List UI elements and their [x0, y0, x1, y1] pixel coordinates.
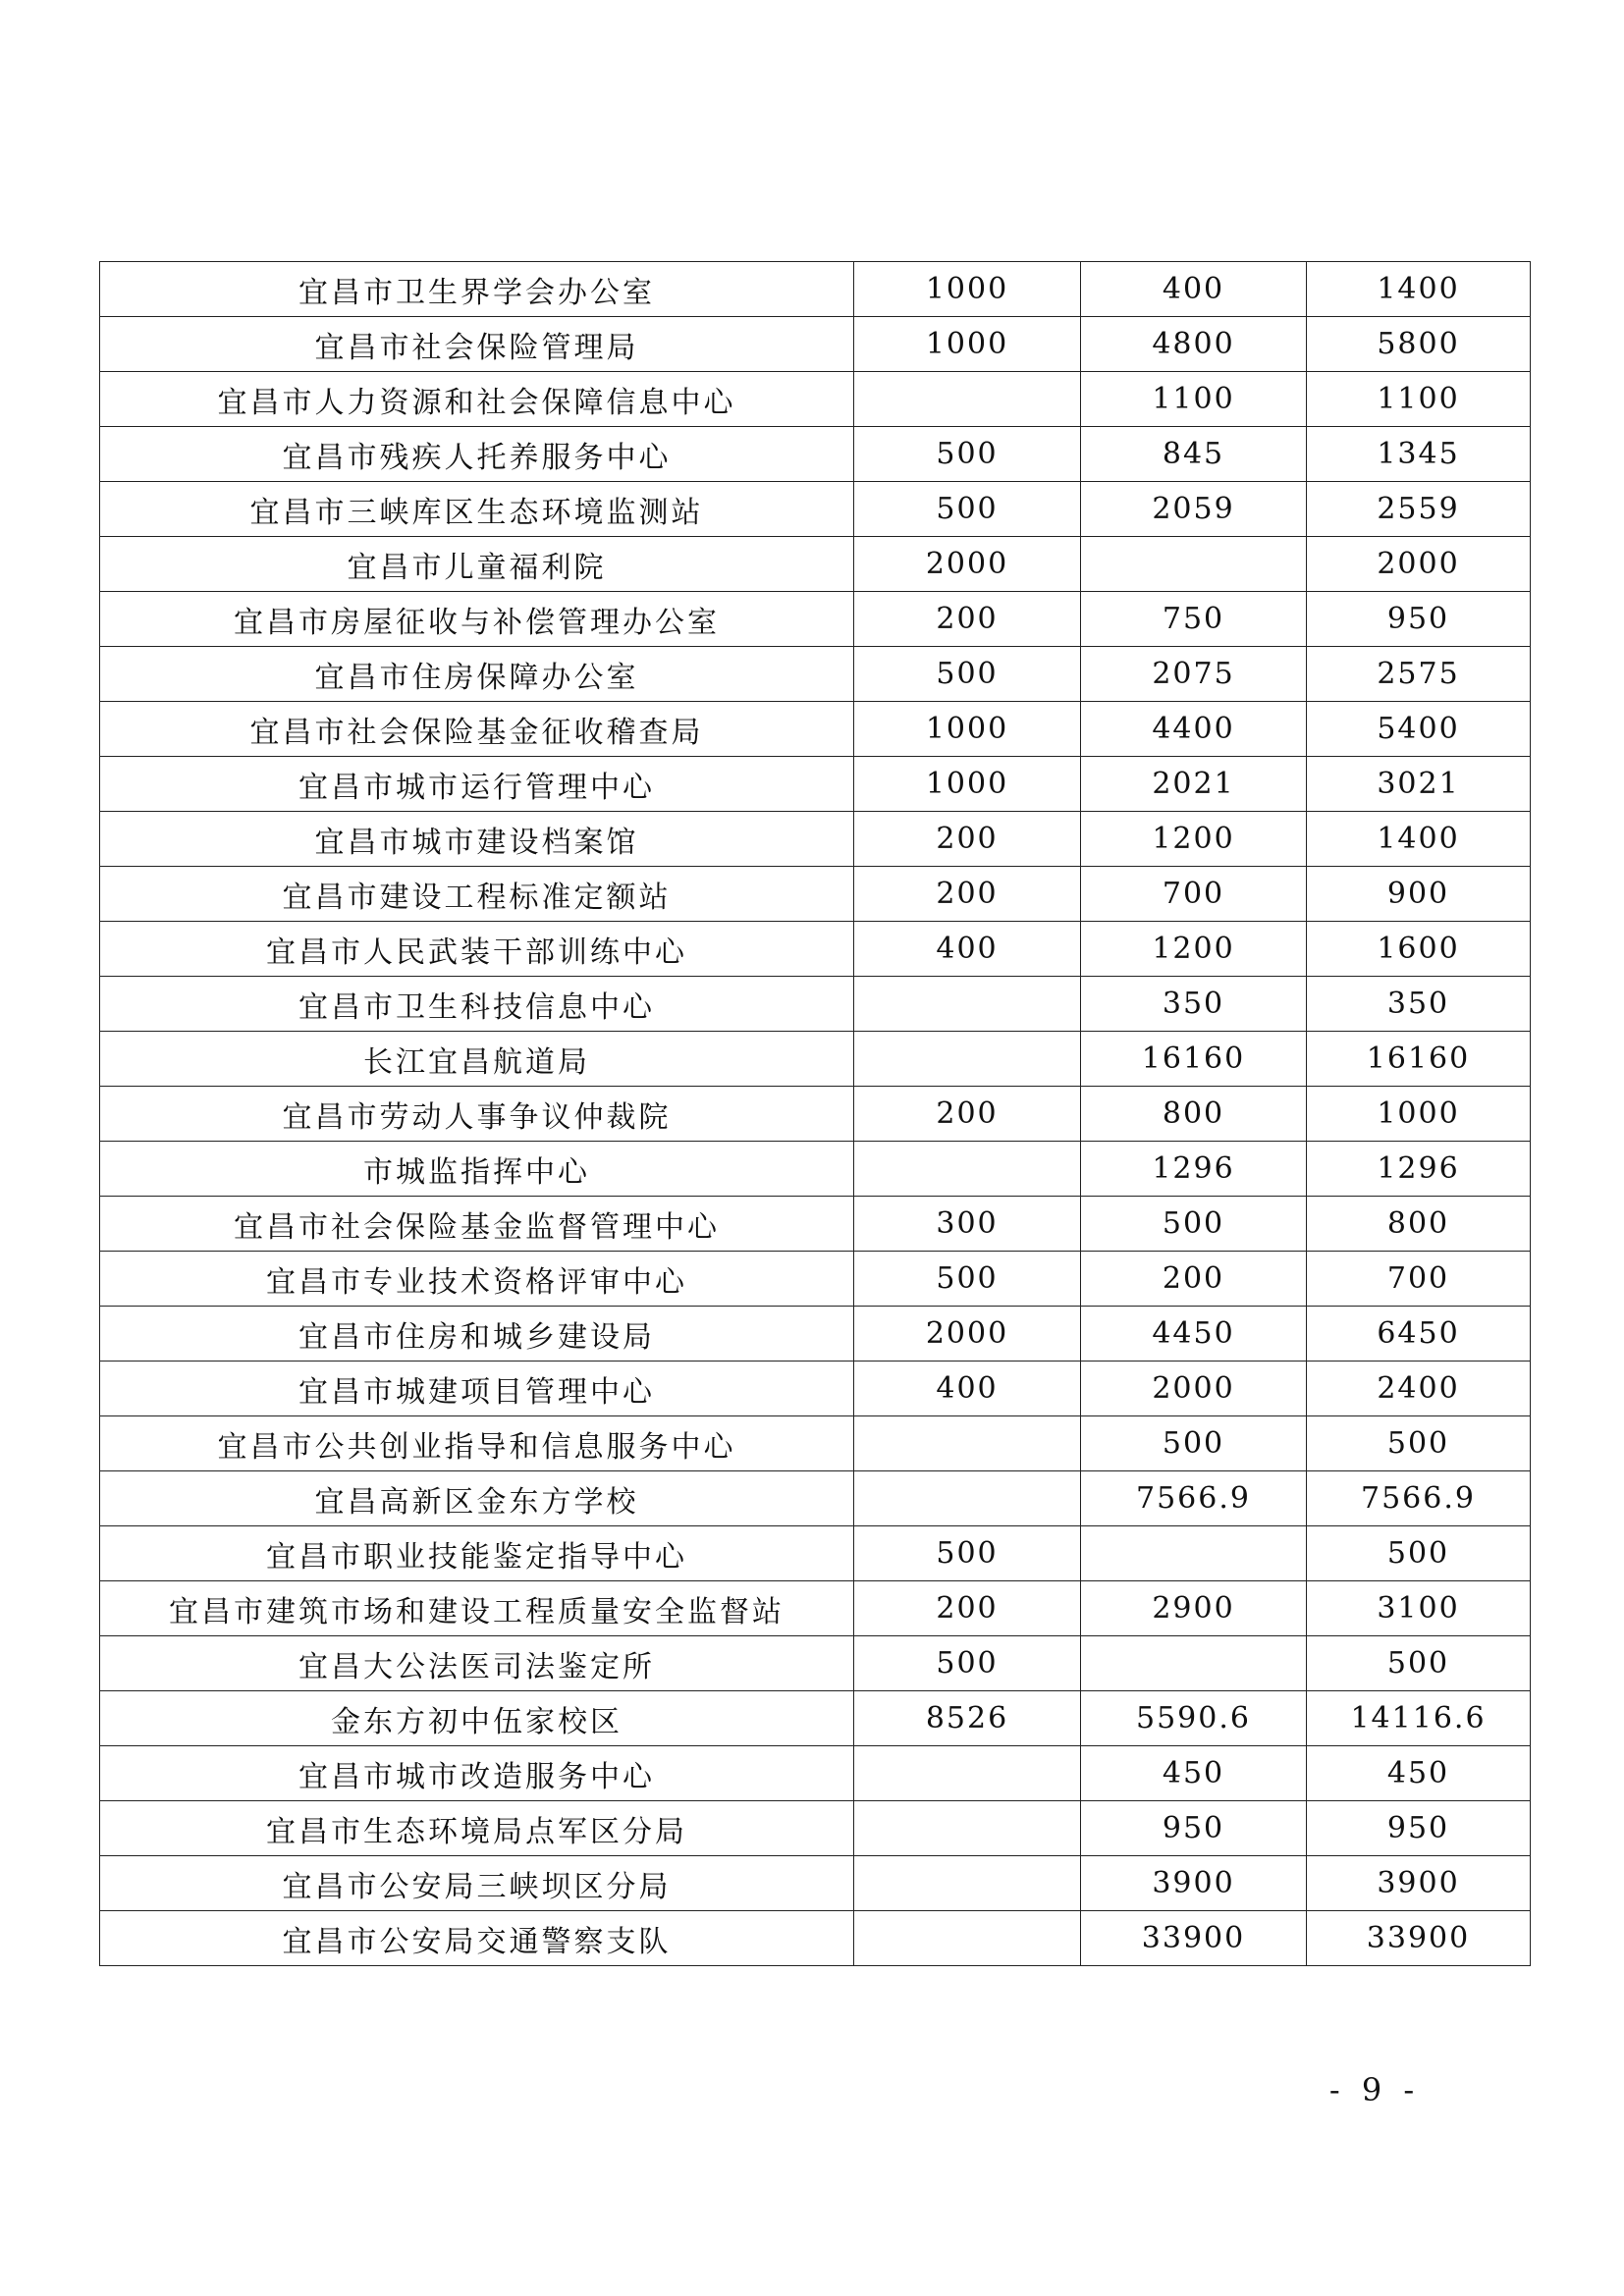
unit-name-cell: 宜昌市社会保险管理局	[100, 317, 854, 372]
amount-b-cell: 2021	[1081, 757, 1307, 812]
unit-name-cell: 宜昌市残疾人托养服务中心	[100, 427, 854, 482]
unit-name-cell: 宜昌市城市改造服务中心	[100, 1746, 854, 1801]
total-cell: 16160	[1307, 1032, 1531, 1087]
amount-b-cell: 4400	[1081, 702, 1307, 757]
table-row	[100, 867, 1531, 922]
unit-name-cell: 宜昌大公法医司法鉴定所	[100, 1636, 854, 1691]
total-cell: 900	[1307, 867, 1531, 922]
total-cell: 3021	[1307, 757, 1531, 812]
total-cell: 2400	[1307, 1362, 1531, 1416]
unit-name-cell: 宜昌市住房和城乡建设局	[100, 1307, 854, 1362]
amount-b-cell: 16160	[1081, 1032, 1307, 1087]
unit-name-cell: 宜昌市社会保险基金征收稽查局	[100, 702, 854, 757]
amount-b-cell: 2000	[1081, 1362, 1307, 1416]
total-cell: 1345	[1307, 427, 1531, 482]
amount-b-cell	[1081, 537, 1307, 592]
amount-b-cell: 33900	[1081, 1911, 1307, 1966]
unit-name-cell: 宜昌市公共创业指导和信息服务中心	[100, 1416, 854, 1471]
amount-a-cell: 200	[854, 812, 1081, 867]
table-row	[100, 922, 1531, 977]
unit-name-cell: 宜昌市房屋征收与补偿管理办公室	[100, 592, 854, 647]
unit-name-cell: 宜昌市城建项目管理中心	[100, 1362, 854, 1416]
total-cell: 700	[1307, 1252, 1531, 1307]
amount-a-cell	[854, 372, 1081, 427]
table-row	[100, 1087, 1531, 1142]
table-row	[100, 1471, 1531, 1526]
unit-name-cell: 宜昌市专业技术资格评审中心	[100, 1252, 854, 1307]
unit-name-cell: 宜昌市社会保险基金监督管理中心	[100, 1197, 854, 1252]
amount-b-cell: 950	[1081, 1801, 1307, 1856]
total-cell: 1000	[1307, 1087, 1531, 1142]
total-cell: 350	[1307, 977, 1531, 1032]
amount-b-cell: 400	[1081, 262, 1307, 317]
amount-b-cell: 1100	[1081, 372, 1307, 427]
unit-name-cell: 宜昌市三峡库区生态环境监测站	[100, 482, 854, 537]
table-row	[100, 482, 1531, 537]
table-row	[100, 977, 1531, 1032]
total-cell: 2000	[1307, 537, 1531, 592]
amount-a-cell: 500	[854, 1526, 1081, 1581]
total-cell: 500	[1307, 1526, 1531, 1581]
unit-name-cell: 宜昌市卫生科技信息中心	[100, 977, 854, 1032]
amount-a-cell: 1000	[854, 317, 1081, 372]
table-row	[100, 1581, 1531, 1636]
total-cell: 1400	[1307, 812, 1531, 867]
unit-name-cell: 宜昌市人民武装干部训练中心	[100, 922, 854, 977]
unit-name-cell: 宜昌市人力资源和社会保障信息中心	[100, 372, 854, 427]
amount-b-cell: 1200	[1081, 922, 1307, 977]
table-row	[100, 1636, 1531, 1691]
total-cell: 950	[1307, 592, 1531, 647]
table-row	[100, 1691, 1531, 1746]
table-row	[100, 702, 1531, 757]
unit-name-cell: 宜昌市建筑市场和建设工程质量安全监督站	[100, 1581, 854, 1636]
amount-a-cell: 300	[854, 1197, 1081, 1252]
amount-a-cell: 400	[854, 1362, 1081, 1416]
unit-name-cell: 宜昌市住房保障办公室	[100, 647, 854, 702]
total-cell: 950	[1307, 1801, 1531, 1856]
total-cell: 500	[1307, 1416, 1531, 1471]
table-row	[100, 262, 1531, 317]
table-row	[100, 1416, 1531, 1471]
total-cell: 1600	[1307, 922, 1531, 977]
table-row	[100, 317, 1531, 372]
amount-a-cell: 1000	[854, 702, 1081, 757]
amount-b-cell: 1200	[1081, 812, 1307, 867]
amount-b-cell: 7566.9	[1081, 1471, 1307, 1526]
amount-a-cell: 200	[854, 1581, 1081, 1636]
total-cell: 1400	[1307, 262, 1531, 317]
amount-a-cell	[854, 1142, 1081, 1197]
table-row	[100, 1142, 1531, 1197]
unit-name-cell: 市城监指挥中心	[100, 1142, 854, 1197]
total-cell: 2575	[1307, 647, 1531, 702]
amount-a-cell: 500	[854, 1252, 1081, 1307]
amount-b-cell: 845	[1081, 427, 1307, 482]
amount-a-cell	[854, 1911, 1081, 1966]
table-row	[100, 812, 1531, 867]
unit-name-cell: 宜昌市儿童福利院	[100, 537, 854, 592]
amount-b-cell: 800	[1081, 1087, 1307, 1142]
amount-b-cell: 350	[1081, 977, 1307, 1032]
table-row	[100, 1746, 1531, 1801]
table-row	[100, 1197, 1531, 1252]
total-cell: 33900	[1307, 1911, 1531, 1966]
amount-a-cell: 8526	[854, 1691, 1081, 1746]
unit-name-cell: 长江宜昌航道局	[100, 1032, 854, 1087]
table-row	[100, 1032, 1531, 1087]
amount-b-cell: 500	[1081, 1416, 1307, 1471]
total-cell: 6450	[1307, 1307, 1531, 1362]
amount-b-cell: 500	[1081, 1197, 1307, 1252]
table-row	[100, 427, 1531, 482]
amount-b-cell: 2059	[1081, 482, 1307, 537]
amount-a-cell: 500	[854, 482, 1081, 537]
unit-name-cell: 宜昌市公安局三峡坝区分局	[100, 1856, 854, 1911]
amount-b-cell	[1081, 1636, 1307, 1691]
unit-name-cell: 宜昌高新区金东方学校	[100, 1471, 854, 1526]
total-cell: 500	[1307, 1636, 1531, 1691]
amount-a-cell	[854, 1801, 1081, 1856]
amount-a-cell: 200	[854, 867, 1081, 922]
amount-a-cell: 2000	[854, 1307, 1081, 1362]
total-cell: 5400	[1307, 702, 1531, 757]
total-cell: 3100	[1307, 1581, 1531, 1636]
amount-a-cell: 200	[854, 1087, 1081, 1142]
amount-a-cell	[854, 1416, 1081, 1471]
unit-name-cell: 宜昌市劳动人事争议仲裁院	[100, 1087, 854, 1142]
total-cell: 7566.9	[1307, 1471, 1531, 1526]
amount-a-cell	[854, 977, 1081, 1032]
amount-a-cell	[854, 1471, 1081, 1526]
total-cell: 3900	[1307, 1856, 1531, 1911]
amount-b-cell: 450	[1081, 1746, 1307, 1801]
amount-b-cell: 5590.6	[1081, 1691, 1307, 1746]
amount-b-cell: 2075	[1081, 647, 1307, 702]
amount-a-cell: 500	[854, 427, 1081, 482]
table-row	[100, 757, 1531, 812]
amount-a-cell	[854, 1746, 1081, 1801]
total-cell: 14116.6	[1307, 1691, 1531, 1746]
amount-b-cell: 3900	[1081, 1856, 1307, 1911]
amount-b-cell: 750	[1081, 592, 1307, 647]
unit-name-cell: 宜昌市城市建设档案馆	[100, 812, 854, 867]
amount-a-cell	[854, 1856, 1081, 1911]
amount-b-cell: 4800	[1081, 317, 1307, 372]
unit-name-cell: 宜昌市生态环境局点军区分局	[100, 1801, 854, 1856]
unit-name-cell: 宜昌市建设工程标准定额站	[100, 867, 854, 922]
amount-a-cell: 1000	[854, 757, 1081, 812]
funding-table	[99, 261, 1531, 1966]
amount-a-cell: 400	[854, 922, 1081, 977]
amount-b-cell: 4450	[1081, 1307, 1307, 1362]
table-row	[100, 647, 1531, 702]
unit-name-cell: 金东方初中伍家校区	[100, 1691, 854, 1746]
table-row	[100, 1252, 1531, 1307]
amount-b-cell: 200	[1081, 1252, 1307, 1307]
table-body	[100, 262, 1531, 1966]
table-row	[100, 372, 1531, 427]
amount-b-cell	[1081, 1526, 1307, 1581]
table-row	[100, 1307, 1531, 1362]
amount-a-cell: 2000	[854, 537, 1081, 592]
total-cell: 1100	[1307, 372, 1531, 427]
unit-name-cell: 宜昌市公安局交通警察支队	[100, 1911, 854, 1966]
table-row	[100, 1801, 1531, 1856]
table-row	[100, 1911, 1531, 1966]
table-row	[100, 1856, 1531, 1911]
total-cell: 1296	[1307, 1142, 1531, 1197]
amount-b-cell: 700	[1081, 867, 1307, 922]
table-row	[100, 537, 1531, 592]
total-cell: 450	[1307, 1746, 1531, 1801]
amount-a-cell: 1000	[854, 262, 1081, 317]
unit-name-cell: 宜昌市卫生界学会办公室	[100, 262, 854, 317]
unit-name-cell: 宜昌市城市运行管理中心	[100, 757, 854, 812]
amount-a-cell	[854, 1032, 1081, 1087]
total-cell: 5800	[1307, 317, 1531, 372]
unit-name-cell: 宜昌市职业技能鉴定指导中心	[100, 1526, 854, 1581]
total-cell: 2559	[1307, 482, 1531, 537]
page-number: - 9 -	[1328, 2071, 1421, 2109]
amount-a-cell: 500	[854, 1636, 1081, 1691]
amount-a-cell: 200	[854, 592, 1081, 647]
amount-b-cell: 2900	[1081, 1581, 1307, 1636]
amount-b-cell: 1296	[1081, 1142, 1307, 1197]
amount-a-cell: 500	[854, 647, 1081, 702]
table-row	[100, 592, 1531, 647]
table-row	[100, 1526, 1531, 1581]
total-cell: 800	[1307, 1197, 1531, 1252]
table-row	[100, 1362, 1531, 1416]
